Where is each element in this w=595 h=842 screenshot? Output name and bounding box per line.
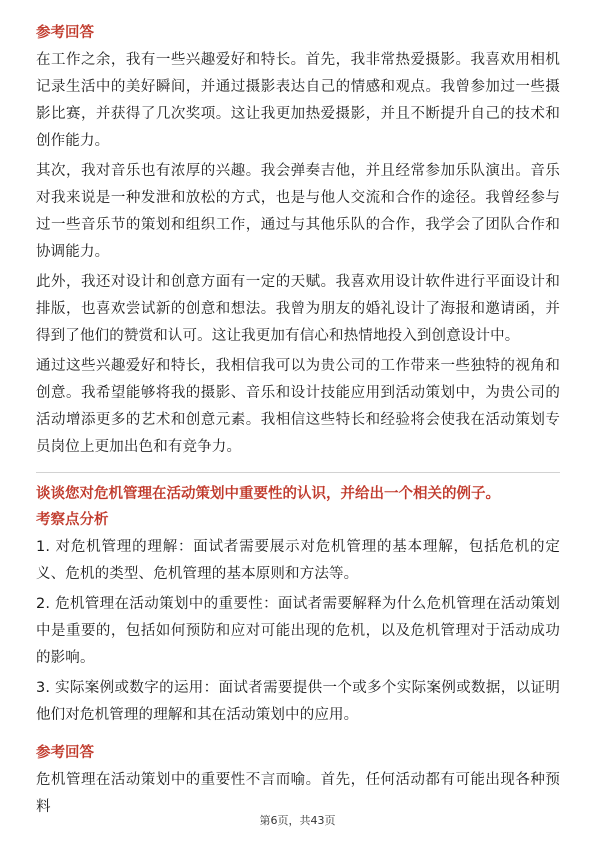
analysis-list: [36, 534, 560, 729]
section-divider: [36, 472, 560, 473]
answer-paragraph-crisis: 危机管理在活动策划中的重要性不言而喻。首先，任何活动都有可能出现各种预料: [36, 772, 560, 815]
analysis-heading: 考察点分析: [36, 512, 109, 528]
page-number: 第6页，共43页: [259, 814, 336, 827]
answer-paragraph-conclusion: 通过这些兴趣爱好和特长，我相信我可以为贵公司的工作带来一些独特的视角和创意。我希望能够将我的摄影、音乐和设计技能应用到活动策划中，为贵公司的活动增添更多的艺术和创意元素。我相信这些特长和经验将会使我在活动策划专员岗位上更加出色和有竞争力。: [36, 358, 560, 455]
answer-paragraph-design: 此外，我还对设计和创意方面有一定的天赋。我喜欢用设计软件进行平面设计和排版，也喜欢尝试新的创意和想法。我曾为朋友的婚礼设计了海报和邀请函，并得到了他们的赞赏和认可。这让我更加有信心和热情地投入到创意设计中。: [36, 274, 560, 344]
interview-question: 谈谈您对危机管理在活动策划中重要性的认识，并给出一个相关的例子。: [36, 486, 500, 502]
reference-answer-heading: 参考回答: [36, 25, 94, 41]
analysis-item: 3. 实际案例或数字的运用：面试者需要提供一个或多个实际案例或数据，以证明他们对危机管理的理解和其在活动策划中的应用。: [36, 680, 560, 723]
analysis-item: 1. 对危机管理的理解：面试者需要展示对危机管理的基本理解，包括危机的定义、危机的类型、危机管理的基本原则和方法等。: [36, 539, 560, 582]
analysis-item: 2. 危机管理在活动策划中的重要性：面试者需要解释为什么危机管理在活动策划中是重要的，包括如何预防和应对可能出现的危机，以及危机管理对于活动成功的影响。: [36, 596, 560, 666]
answer-paragraph-music: 其次，我对音乐也有浓厚的兴趣。我会弹奏吉他，并且经常参加乐队演出。音乐对我来说是一种发泄和放松的方式，也是与他人交流和合作的途径。我曾经参与过一些音乐节的策划和组织工作，通过与其他乐队的合作，我学会了团队合作和协调能力。: [36, 163, 560, 260]
answer-paragraph-photography: 在工作之余，我有一些兴趣爱好和特长。首先，我非常热爱摄影。我喜欢用相机记录生活中的美好瞬间，并通过摄影表达自己的情感和观点。我曾参加过一些摄影比赛，并获得了几次奖项。这让我更加热爱摄影，并且不断提升自己的技术和创作能力。: [36, 52, 560, 149]
page-content: [36, 18, 560, 821]
reference-answer-heading-2: 参考回答: [36, 745, 94, 761]
